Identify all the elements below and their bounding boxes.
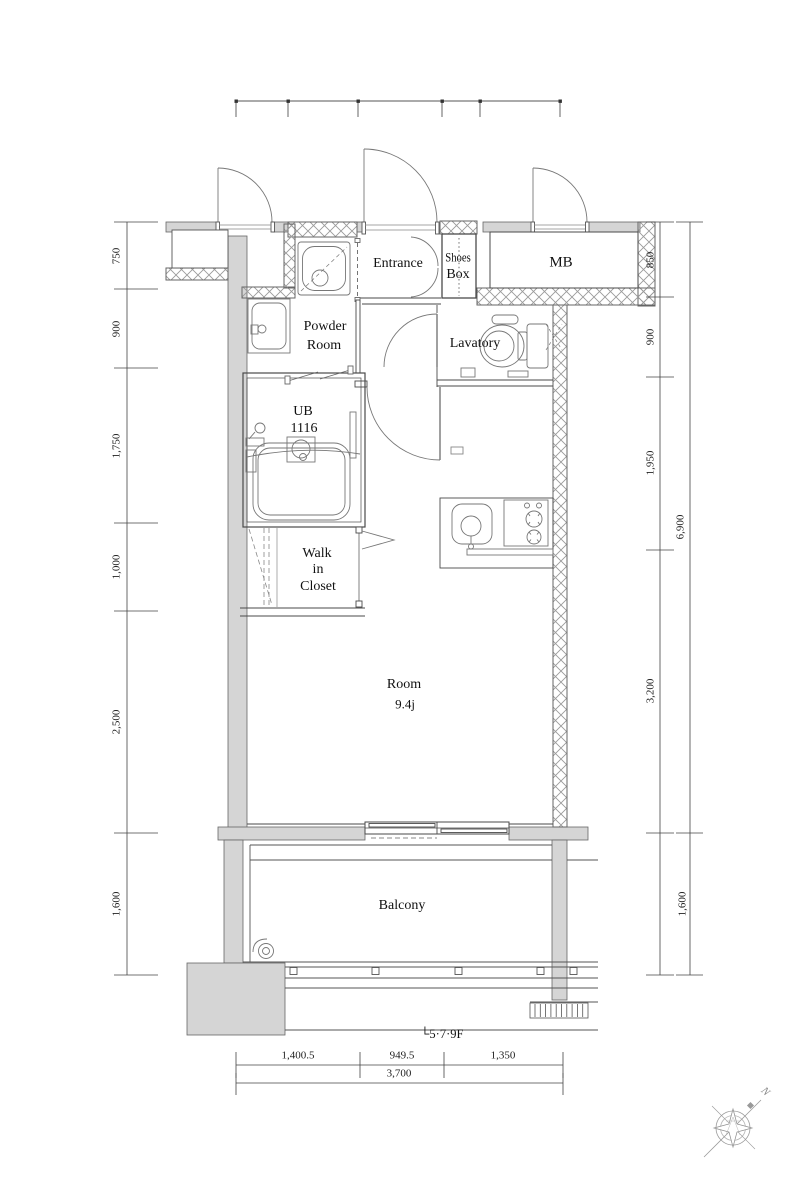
label-entrance: Entrance — [373, 256, 423, 271]
wall-switch — [451, 447, 463, 454]
label-wic-1: Walk — [302, 546, 332, 561]
unit-bath — [243, 366, 365, 527]
top-doors — [216, 149, 589, 234]
faucet — [461, 516, 481, 536]
label-compass-north: N — [758, 1084, 773, 1099]
dim-bottom-total: 3,700 — [386, 1067, 412, 1080]
entrance-door — [364, 149, 437, 222]
dim-right-850: 850 — [644, 251, 657, 269]
label-lavatory: Lavatory — [449, 336, 501, 351]
label-room: Room — [386, 677, 422, 692]
grab-bar — [350, 412, 356, 458]
closet-opening-arrow — [362, 531, 394, 549]
solid-walls — [166, 222, 640, 1035]
left-structural-column — [228, 236, 247, 833]
dim-left-2500: 2,500 — [110, 709, 123, 735]
bath-folding-door — [285, 366, 353, 384]
drain — [253, 939, 274, 959]
adjacent-structure-block — [187, 963, 285, 1035]
powder-room-sliding-door — [355, 239, 360, 302]
hallway — [355, 300, 553, 460]
label-mb: MB — [549, 254, 573, 271]
dim-left-750: 750 — [110, 247, 123, 265]
label-balcony: Balcony — [378, 898, 426, 913]
bathtub — [253, 443, 350, 520]
label-wic-3: Closet — [300, 579, 336, 594]
shower-head — [255, 423, 265, 433]
label-powder-2: Room — [306, 338, 342, 353]
label-ub-2: 1116 — [290, 421, 318, 436]
label-shoes-box-1: Shoes — [445, 249, 471, 265]
dim-right-3200: 3,200 — [644, 678, 657, 704]
counter-bar — [467, 549, 553, 555]
dim-bottom-1400: 1,400.5 — [281, 1049, 315, 1062]
dim-left-1000: 1,000 — [110, 554, 123, 580]
room-door — [367, 387, 440, 460]
balcony-area — [243, 845, 598, 1030]
top-grid-line — [235, 100, 562, 118]
label-floor-note: └5·7·9F — [420, 1026, 464, 1041]
washlet-remote — [461, 368, 475, 377]
lavatory-door — [384, 314, 437, 367]
louver-grating — [530, 1003, 588, 1018]
washing-machine-pan — [298, 242, 350, 295]
dim-right-1600: 1,600 — [676, 891, 689, 917]
exterior-alcove — [172, 230, 228, 268]
label-shoes-box-2: Box — [446, 267, 470, 282]
kitchen — [440, 498, 553, 568]
vanity-sink — [248, 299, 290, 353]
towel-bar — [508, 371, 528, 377]
dim-left-1600: 1,600 — [110, 891, 123, 917]
dim-right-900: 900 — [644, 328, 657, 346]
dim-right-1950: 1,950 — [644, 450, 657, 476]
balcony-left-wall — [224, 840, 243, 963]
balcony-railing — [285, 967, 598, 978]
kitchen-sink — [452, 504, 492, 544]
neighbor-door-left — [218, 168, 272, 222]
dim-chain-right-outer — [676, 222, 703, 975]
compass-rose — [704, 1100, 761, 1157]
dim-bottom-949: 949.5 — [389, 1049, 415, 1062]
label-ub-1: UB — [293, 404, 313, 419]
kitchen-counter — [440, 498, 553, 568]
mb-bottom-wall — [477, 288, 655, 305]
label-powder-1: Powder — [303, 319, 347, 334]
sliding-window — [365, 822, 509, 838]
east-exterior-wall — [553, 305, 567, 827]
label-room-size: 9.4j — [395, 696, 415, 712]
dim-right-6900: 6,900 — [674, 514, 687, 540]
balcony-right-partition — [552, 840, 567, 1000]
dim-left-900: 900 — [110, 320, 123, 338]
dim-left-1750: 1,750 — [110, 433, 123, 459]
label-wic-2: in — [312, 562, 324, 577]
mb-door — [533, 168, 587, 222]
dim-bottom-1350: 1,350 — [490, 1049, 516, 1062]
stove — [504, 500, 548, 546]
hanger-rod — [249, 528, 277, 607]
